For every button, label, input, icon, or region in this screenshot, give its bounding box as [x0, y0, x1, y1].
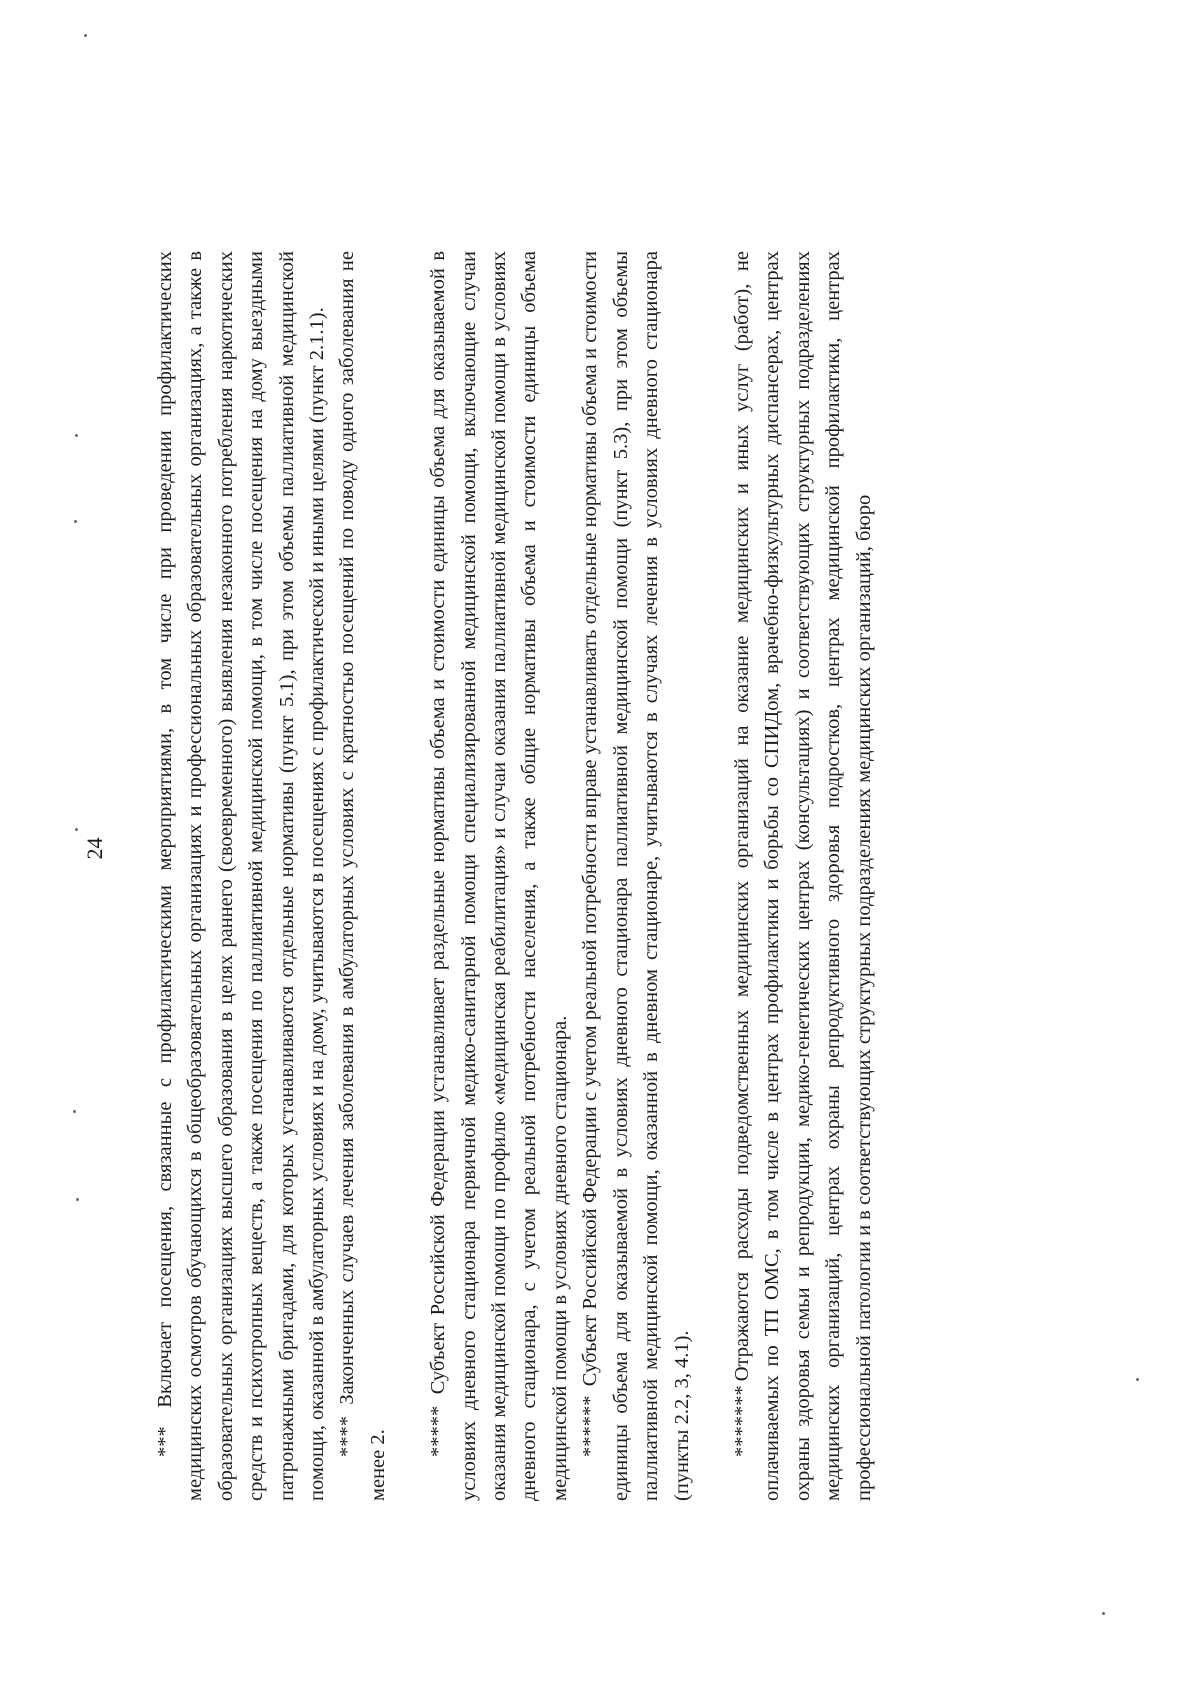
footnote-item	[575, 251, 697, 1501]
footnote-marker: ***	[154, 1426, 176, 1457]
scan-speck	[74, 520, 77, 523]
footnote-marker: ******	[579, 1395, 602, 1457]
footnote-marker: *****	[427, 1405, 450, 1457]
footnote-marker: *******	[730, 1385, 753, 1457]
footnote-marker: ****	[336, 1416, 359, 1457]
scan-speck	[1136, 1378, 1139, 1381]
scan-speck	[76, 1198, 79, 1201]
footnote-text: Субъект Российской Федерации устанавливает раздельные нормативы объема и стоимости единицы объема для оказываемой в условиях дневного стационара первичной медико-санитарной помощи специализированной медицинской помощи, включающие случаи оказания медицинской помощи по профилю «медицинская реабилитация» и случаи оказания паллиативной медицинской помощи в условиях дневного стационара, с учетом реальной потребности населения, а также общие нормативы объема и стоимости единицы объема медицинской помощи в условиях дневного стационара.	[427, 251, 571, 1501]
scan-speck	[84, 34, 87, 37]
scan-speck	[75, 828, 78, 831]
scan-speck	[75, 434, 78, 437]
footnote-text: Включает посещения, связанные с профилактическими мероприятиями, в том числе при проведении профилактических медицинских осмотров обучающихся в общеобразовательных организациях и профессиональных образовательных организациях, а также в образовательных организациях высшего образования в целях раннего (своевременного) выявления незаконного потребления наркотических средств и психотропных веществ, а также посещения по паллиативной медицинской помощи, в том числе посещения на дому выездными патронажными бригадами, для которых устанавливаются отдельные нормативы (пункт 5.1), при этом объемы паллиативной медицинской помощи, оказанной в амбулаторных условиях и на дому, учитываются в посещениях с профилактической и иными целями (пункт 2.1.1).	[154, 251, 329, 1501]
footnote-text: Отражаются расходы подведомственных медицинских организаций на оказание медицинских и иных услуг (работ), не оплачиваемых по ТП ОМС, в том числе в центрах профилактики и борьбы со СПИДом, врачебно-физкультурных диспансерах, центрах охраны здоровья семьи и репродукции, медико-генетических центрах (консультациях) и соответствующих структурных подразделениях медицинских организаций, центрах охраны репродуктивного здоровья подростков, центрах медицинской профилактики, центрах профессиональной патологии и в соответствующих структурных подразделениях медицинских организаций, бюро	[730, 251, 875, 1501]
footnote-item	[423, 251, 575, 1501]
scan-speck	[73, 1110, 76, 1113]
footnote-item	[332, 251, 393, 1501]
footnote-text: Субъект Российской Федерации с учетом реальной потребности вправе устанавливать отдельные нормативы объема и стоимости единицы объема для оказываемой в условиях дневного стационара паллиативной медицинской помощи (пункт 5.3), при этом объемы паллиативной медицинской помощи, оказанной в дневном стационаре, учитываются в случаях лечения в условиях дневного стационара (пункты 2.2, 3, 4.1).	[579, 250, 693, 1501]
page-number: 24	[82, 837, 107, 860]
footnote-item	[150, 251, 332, 1501]
scan-speck	[1102, 1612, 1105, 1615]
footnote-text: Законченных случаев лечения заболевания в амбулаторных условиях с кратностью посещений по поводу одного заболевания не менее 2.	[336, 251, 389, 1501]
footnotes-block	[150, 251, 879, 1501]
footnote-item	[727, 251, 879, 1501]
